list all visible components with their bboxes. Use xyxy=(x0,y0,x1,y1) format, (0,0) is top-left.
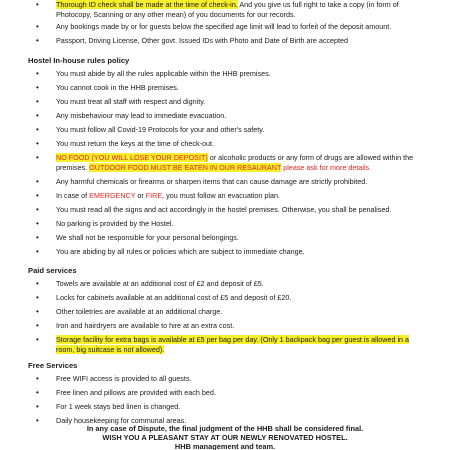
bullet-icon: • xyxy=(36,125,39,134)
bullet-icon: • xyxy=(36,36,39,45)
id-check-highlight: Thorough ID check shall be made at the time of check-in. xyxy=(56,0,238,9)
bullet-icon: • xyxy=(36,307,39,316)
bullet-icon: • xyxy=(36,388,39,397)
footer-welcome: WISH YOU A PLEASANT STAY AT OUR NEWLY RENOVATED HOSTEL. xyxy=(102,433,348,442)
no-food-warning: NO FOOD (YOU WILL LOSE YOUR DEPOSIT) xyxy=(56,153,208,162)
bullet-icon: • xyxy=(36,279,39,288)
bullet-icon: • xyxy=(36,321,39,330)
footer-signature: HHB management and team. xyxy=(174,442,276,450)
bullet-icon: • xyxy=(36,139,39,148)
bullet-icon: • xyxy=(36,111,39,120)
footer-dispute: In any case of Dispute, the final judgment of the HHB shall be considered final. xyxy=(86,424,364,433)
bullet-icon: • xyxy=(36,177,39,186)
fire-text: FIRE xyxy=(145,191,163,200)
bullet-icon: • xyxy=(36,83,39,92)
bullet-icon: • xyxy=(36,191,39,200)
outdoor-food-warning: OUTDOOR FOOD MUST BE EATEN IN OUR RESAURANT xyxy=(89,163,282,172)
bullet-icon: • xyxy=(36,219,39,228)
bullet-icon: • xyxy=(36,22,39,31)
bullet-icon: • xyxy=(36,69,39,78)
bullet-icon: • xyxy=(36,374,39,383)
bullet-icon: • xyxy=(36,247,39,256)
rules-document: • Thorough ID check shall be made at the time of check-in. And you give us full right to take a copy (in form of Photocopy, Scanning or any other mean) of you documents for our records. • Any bookings made by or for guests below the specified age limit will lead to forfeit of the deposit amount. • Passport, Driving License, Other govt. Issued IDs with Photo and Date of Birth are accepted Hostel In-house rules policy • You must abide by all the rules applicable within the HHB premises. • You cannot cook in the HHB premises. • You must treat all staff with respect and dignity. • Any misbehaviour may lead to immediate evacuation. • You must follow all Covid-19 Protocols for your and other's safety. • You must return the keys at the time of check-out. • NO FOOD (YOU WILL LOSE YOUR DEPOSIT) or alcoholic products or any form of drugs are allowed within the premises. OUTDOOR FOOD MUST BE EATEN IN OUR RESAURANT please ask for more details. • Any harmful chemicals or firearms or sharpen items that can cause damage are strictly prohibited. • In case of EMERGENCY or FIRE, you must follow an evacuation plan. • You must read all the signs and act accordingly in the hostel premises. Otherwise, you shall be penalised. • No parking is provided by the Hostel. • We shall not be responsible for your personal belongings. • You are abiding by all rules or policies which are subject to immediate change. Paid services • Towels are available at an additional cost of £2 and deposit of £5. • Locks for cabinets available at an additional cost of £5 and deposit of £20. • Other toiletries are available at an additional charge. • Iron and hairdryers are available to hire at an extra cost. • Storage facility for extra bags is available at £5 per bag per day. (Only 1 backpack bag per guest is allowed in a room, big suitcase is not allowed). Free Services • Free WIFI access is provided to all guests. • Free linen and pillows are provided with each bed. • For 1 week stays bed linen is changed. • Daily housekeeping for communal areas. In any case of Dispute, the final judgment of the HHB shall be considered final. WISH YOU A PLEASANT STAY AT OUR NEWLY RENOVATED HOSTEL. HHB management and team. xyxy=(0,0,450,450)
bullet-icon: • xyxy=(36,233,39,242)
bullet-icon: • xyxy=(36,153,39,162)
bullet-icon: • xyxy=(36,402,39,411)
bullet-icon: • xyxy=(36,416,39,425)
bullet-icon: • xyxy=(36,293,39,302)
bullet-icon: • xyxy=(36,97,39,106)
bullet-icon: • xyxy=(36,205,39,214)
storage-highlight: Storage facility for extra bags is available at £5 per bag per day. (Only 1 backpack bag per guest is allowed in a xyxy=(56,335,410,344)
bullet-icon: • xyxy=(36,0,39,9)
bullet-icon: • xyxy=(36,335,39,344)
emergency-text: EMERGENCY xyxy=(89,191,136,200)
